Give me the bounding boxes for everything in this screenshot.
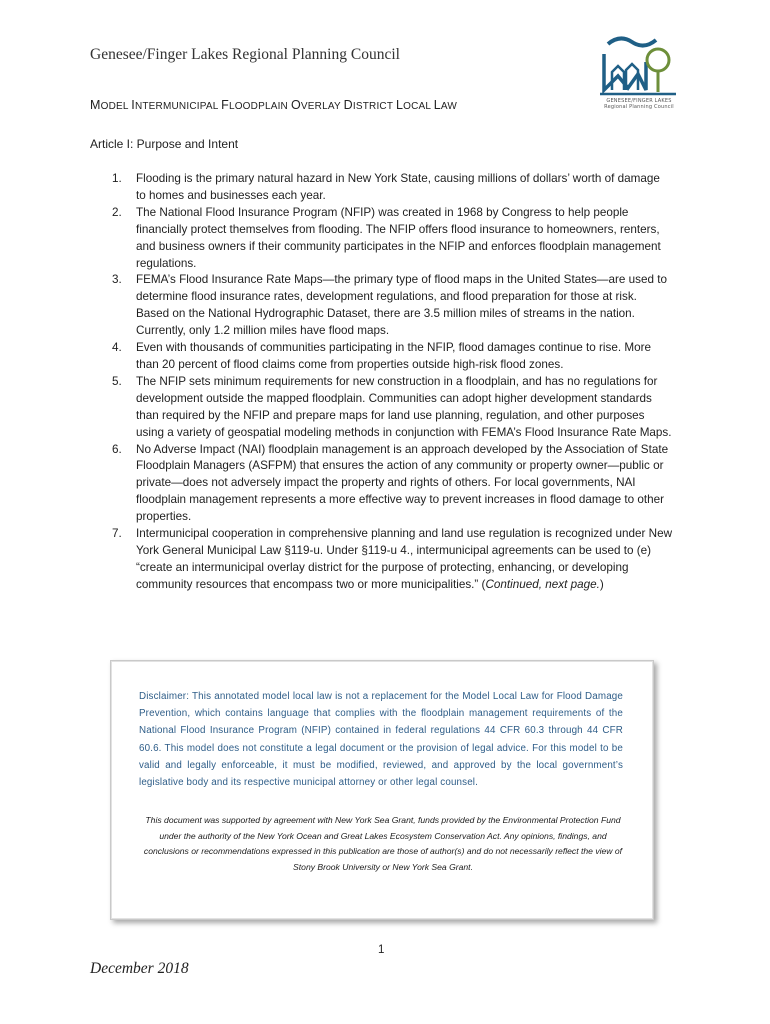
article-heading: Article I: Purpose and Intent xyxy=(90,137,239,151)
list-item: 2. The National Flood Insurance Program (NFIP) was created in 1968 by Congress to help people financially protect themselves from flooding. The NFIP offers flood insurance to homeowners, renters, and business owners if their community participates in the NFIP and enforces floodplain management regulations. xyxy=(112,205,661,270)
list-item: 5. The NFIP sets minimum requirements for new construction in a floodplain, and has no regulations for development outside the mapped floodplain. Communities can adopt higher development standards than required by the NFIP and prepare maps for land use planning, regulation, and other purposes using a variety of geospatial modeling methods in conjunction with FEMA’s Flood Insurance Rate Maps. xyxy=(112,374,672,439)
logo-caption xyxy=(598,98,680,110)
continued-note: Continued, next page. xyxy=(485,577,600,591)
funding-acknowledgement: This document was supported by agreement with New York Sea Grant, funds provided by the Environmental Protection Fund under the authority of the New York Ocean and Great Lakes Ecosystem Conservation Act. Any opinions, findings, and conclusions or recommendations expressed in this publication are those of author(s) and do not necessarily reflect the view of Stony Brook University or New York Sea Grant. xyxy=(143,815,623,872)
list-item: 4. Even with thousands of communities participating in the NFIP, flood damages continue to rise. More than 20 percent of flood claims come from properties outside high-risk flood zones. xyxy=(112,341,651,371)
logo-caption-line1: GENESEE/FINGER LAKES xyxy=(606,98,672,104)
document-title: MODEL INTERMUNICIPAL FLOODPLAIN OVERLAY DISTRICT LOCAL LAW xyxy=(90,98,458,112)
purpose-list xyxy=(112,171,672,594)
disclaimer-box xyxy=(110,660,654,920)
list-item: 7. Intermunicipal cooperation in comprehensive planning and land use regulation is recognized under New York General Municipal Law §119-u. Under §119-u 4., intermunicipal agreements can be used to (e) “create an intermunicipal overlay district for the purpose of protecting, enhancing, or developing community resources that encompass two or more municipalities.” (Continued, next page.) xyxy=(112,527,673,591)
footer-date: December 2018 xyxy=(90,960,189,977)
organization-header: Genesee/Finger Lakes Regional Planning Council xyxy=(90,46,400,63)
list-item: 1. Flooding is the primary natural hazard in New York State, causing millions of dollars’ worth of damage to homes and businesses each year. xyxy=(112,172,660,202)
list-item: 6. No Adverse Impact (NAI) floodplain management is an approach developed by the Association of State Floodplain Managers (ASFPM) that ensures the action of any community or property owner—public or private—does not adversely impact the property and rights of others. For local governments, NAI floodplain management represents a more effective way to prevent increases in flood damage to other properties. xyxy=(112,442,669,524)
page-number: 1 xyxy=(378,944,385,956)
disclaimer-text: Disclaimer: This annotated model local law is not a replacement for the Model Local Law for Flood Damage Prevention, which contains language that complies with the floodplain management requirements of the National Flood Insurance Program (NFIP) contained in federal regulations 44 CFR 60.3 through 44 CFR 60.6. This model does not constitute a legal document or the provision of legal advice. For this model to be valid and legally enforceable, it must be modified, reviewed, and approved by the local government’s legislative body and its respective municipal attorney or other legal counsel. xyxy=(139,691,623,789)
logo-caption-line2: Regional Planning Council xyxy=(604,104,674,110)
list-item: 3. FEMA’s Flood Insurance Rate Maps—the primary type of flood maps in the United States—are used to determine flood insurance rates, development regulations, and flood preparation for those at risk. Based on the National Hydrographic Dataset, there are 3.5 million miles of streams in the nation. Currently, only 1.2 million miles have flood maps. xyxy=(112,273,667,338)
